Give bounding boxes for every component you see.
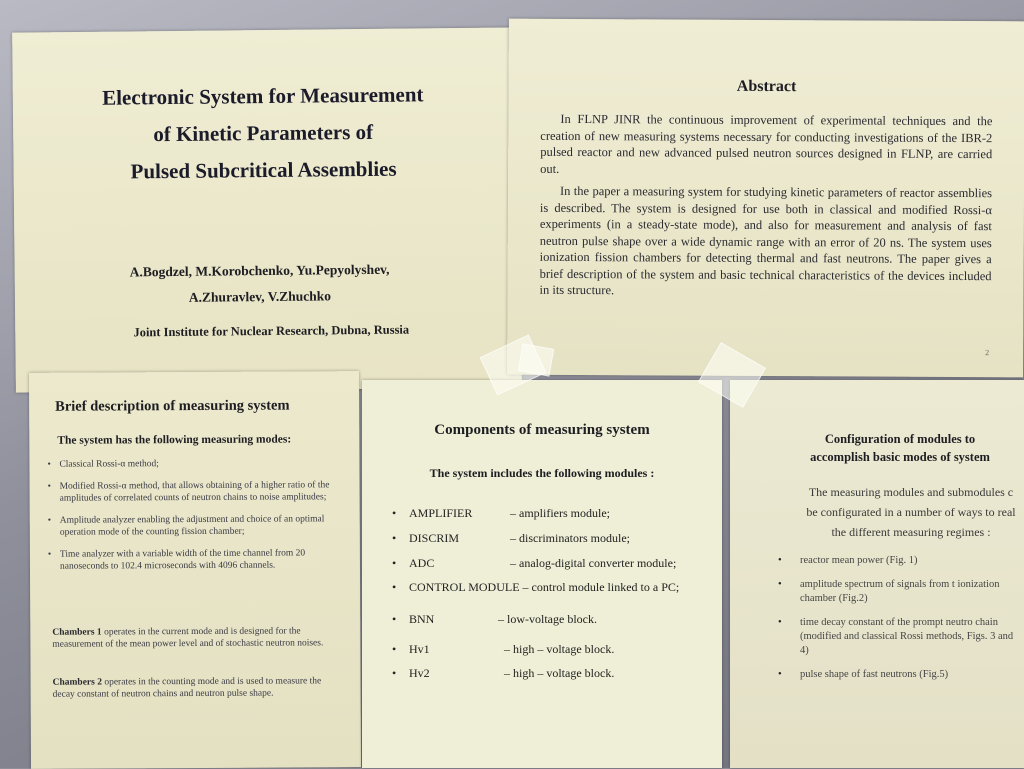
module-name: Hv2	[409, 666, 430, 680]
bullet: •	[392, 666, 397, 680]
configuration-list	[774, 554, 1024, 692]
module-desc: – low-voltage block.	[498, 612, 597, 626]
bullet: •	[392, 612, 397, 626]
list-item: • amplitude spectrum of signals from t ionization chamber (Fig.2)	[774, 578, 1024, 606]
module-name: CONTROL MODULE – control module linked to a PC;	[409, 580, 680, 594]
module-desc: – high – voltage block.	[504, 666, 615, 680]
brief-heading: Brief description of measuring system	[55, 397, 290, 415]
list-item: • time decay constant of the prompt neutro chain (modified and classical Rossi methods, Figs. 3 and 4)	[774, 616, 1024, 658]
module-name: AMPLIFIER	[409, 506, 473, 520]
module-desc: – analog-digital converter module;	[510, 556, 677, 570]
poster-title	[73, 76, 454, 191]
chamber2-label: Chambers 2	[52, 677, 102, 688]
abstract-body	[539, 111, 992, 307]
configuration-intro	[786, 482, 1024, 542]
module-name: BNN	[409, 612, 435, 626]
bullet: •	[392, 642, 397, 656]
bullet: •	[392, 580, 397, 594]
module-desc: – discriminators module;	[510, 531, 630, 545]
configuration-intro-line: The measuring modules and submodules c	[808, 485, 1014, 499]
list-item: • pulse shape of fast neutrons (Fig.5)	[774, 668, 1024, 682]
components-sheet	[362, 380, 722, 768]
module-desc: – high – voltage block.	[504, 642, 615, 656]
module-desc: – amplifiers module;	[510, 506, 610, 520]
list-item: • reactor mean power (Fig. 1)	[774, 554, 1024, 568]
chamber1-text: operates in the current mode and is designed for the measurement of the mean power level and of stochastic neutron noises.	[52, 626, 324, 650]
abstract-paragraph: In FLNP JINR the continuous improvement of experimental techniques and the creation of new measuring systems necessary for conducting investigations of the IBR-2 pulsed reactor and new advanced pulsed neutron sources designed in FLNP, are carried out.	[540, 111, 993, 176]
abstract-sheet	[507, 19, 1024, 378]
title-line: Electronic System for Measurement	[102, 82, 424, 110]
chamber1-label: Chambers 1	[52, 627, 102, 638]
components-subheading: The system includes the following modules :	[429, 466, 655, 480]
module-name: ADC	[409, 556, 435, 570]
configuration-sheet	[730, 380, 1024, 768]
configuration-intro-line: be configurated in a number of ways to real	[806, 505, 1016, 519]
abstract-heading: Abstract	[736, 77, 797, 96]
tape-piece	[518, 343, 554, 376]
configuration-intro-line: the different measuring regimes :	[831, 525, 991, 539]
bullet: •	[392, 531, 397, 545]
title-line: of Kinetic Parameters of	[153, 119, 374, 147]
title-sheet	[12, 27, 522, 392]
modes-list	[45, 457, 336, 583]
brief-description-sheet	[29, 371, 361, 769]
list-item: • Modified Rossi-α method, that allows obtaining of a higher ratio of the amplitudes of correlated counts of neutron chains to noise amplitudes;	[46, 479, 336, 505]
configuration-heading-line: accomplish basic modes of system	[810, 450, 990, 464]
bullet: •	[392, 556, 397, 570]
brief-subheading: The system has the following measuring modes:	[57, 433, 292, 447]
module-name: Hv1	[409, 642, 430, 656]
configuration-heading	[770, 430, 1024, 466]
abstract-paragraph: In the paper a measuring system for studying kinetic parameters of reactor assemblies is described. The system is designed for use both in classical and modified Rossi-α experiments (in a steady-state mode), and also for measurement and analysis of fast neutron pulse shape over a wide dynamic range with an error of 20 ns. The system uses ionization fission chambers for detecting thermal and fast neutrons. The paper gives a brief description of the system and basic technical characteristics of the devices included in its structure.	[539, 183, 993, 298]
institute: Joint Institute for Nuclear Research, Dubna, Russia	[133, 322, 410, 340]
authors-line: A.Bogdzel, M.Korobchenko, Yu.Pepyolyshev,	[129, 261, 390, 280]
bullet: •	[392, 506, 397, 520]
list-item: • Amplitude analyzer enabling the adjustment and choice of an optimal operation mode of the counting fission chamber;	[46, 513, 336, 539]
list-item: • Classical Rossi-α method;	[45, 457, 335, 471]
list-item: • Time analyzer with a variable width of the time channel from 20 nanoseconds to 102.4 microseconds with 4096 channels.	[46, 547, 336, 573]
module-row	[392, 580, 712, 594]
chamber2-text: operates in the counting mode and is used to measure the decay constant of neutron chains and neutron pulse shape.	[52, 676, 322, 700]
configuration-heading-line: Configuration of modules to	[824, 432, 976, 446]
components-heading: Components of measuring system	[434, 422, 650, 438]
title-line: Pulsed Subcritical Assemblies	[130, 156, 397, 184]
chamber2-paragraph	[53, 675, 335, 700]
page-number: 2	[985, 348, 990, 358]
module-name: DISCRIM	[409, 531, 460, 545]
chamber1-paragraph	[52, 625, 334, 650]
authors	[75, 256, 446, 312]
authors-line: A.Zhuravlev, V.Zhuchko	[188, 288, 332, 305]
